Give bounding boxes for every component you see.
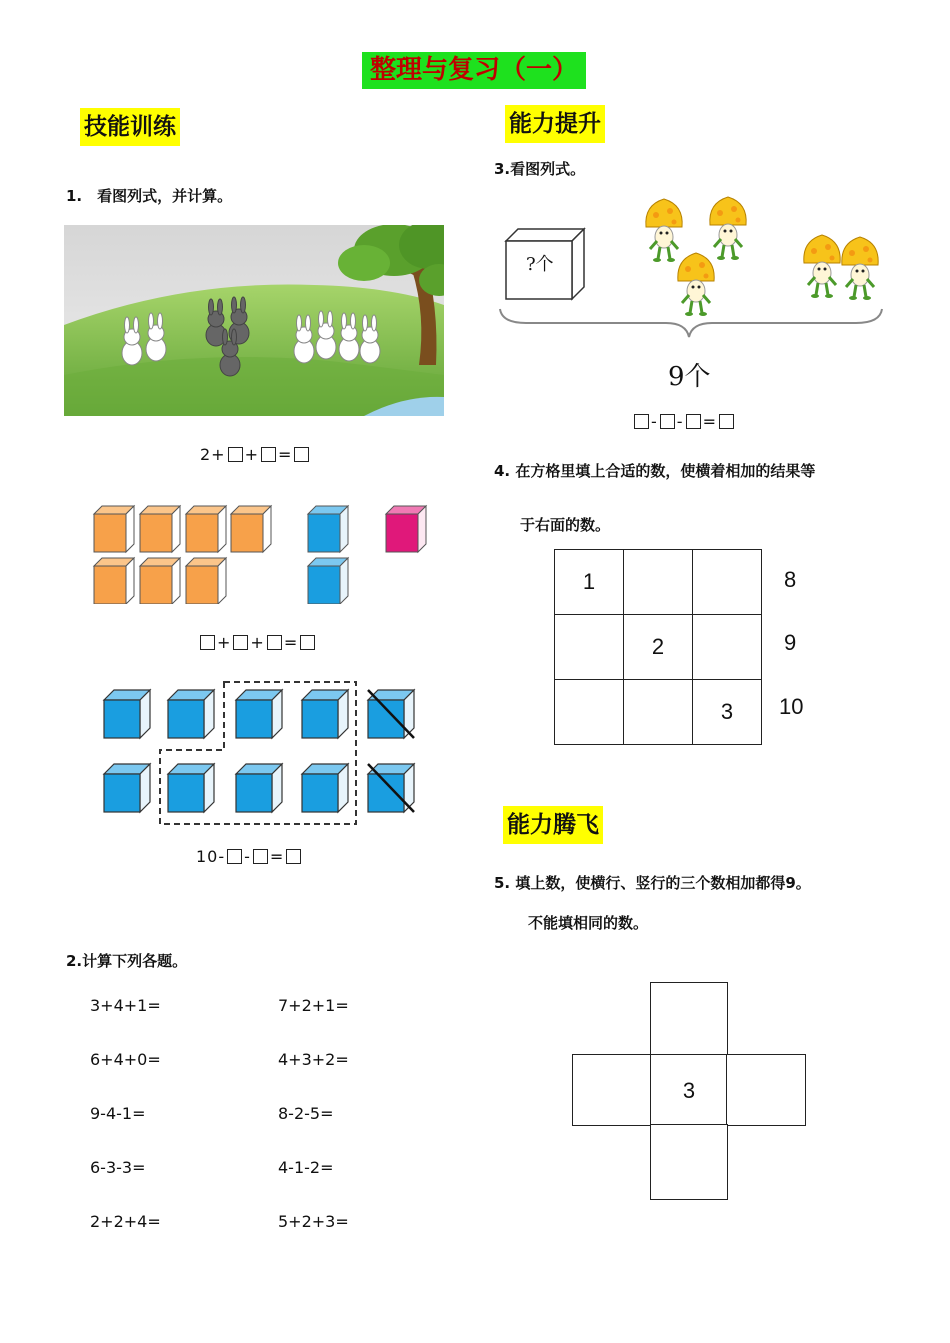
grid-cell[interactable] — [624, 680, 693, 745]
cross-cell-center[interactable]: 3 — [650, 1054, 728, 1126]
answer-box[interactable] — [227, 849, 242, 864]
eq3-prefix: 10- — [196, 847, 226, 866]
calc-item: 6-3-3= — [90, 1158, 146, 1177]
calc-item: 7+2+1= — [278, 996, 349, 1015]
grid-cell[interactable] — [624, 550, 693, 615]
q3-equation: - - = — [632, 412, 736, 431]
answer-box[interactable] — [233, 635, 248, 650]
q4-grid — [554, 549, 762, 745]
grid-cell[interactable]: 3 — [693, 680, 762, 745]
answer-box[interactable] — [294, 447, 309, 462]
section-advanced-heading: 能力腾飞 — [503, 806, 603, 844]
q4-label-line1: 4. 在方格里填上合适的数，使横着相加的结果等 — [494, 462, 816, 480]
calc-item: 3+4+1= — [90, 996, 161, 1015]
answer-box[interactable] — [267, 635, 282, 650]
cross-cell-bottom[interactable] — [650, 1124, 728, 1200]
q1-equation-3: 10- - = — [196, 847, 303, 866]
calc-item: 5+2+3= — [278, 1212, 349, 1231]
answer-box[interactable] — [300, 635, 315, 650]
q1-equation-1: 2+ + = — [200, 445, 311, 464]
cross-cell-left[interactable] — [572, 1054, 652, 1126]
answer-box[interactable] — [200, 635, 215, 650]
cross-cell-top[interactable] — [650, 982, 728, 1056]
q5-label-line2: 不能填相同的数。 — [528, 914, 649, 932]
grid-cell[interactable]: 2 — [624, 615, 693, 680]
grid-cell[interactable] — [555, 680, 624, 745]
page-title: 整理与复习（一） — [362, 52, 586, 89]
section-ability-heading: 能力提升 — [505, 105, 605, 143]
row-sum: 8 — [784, 567, 797, 592]
answer-box[interactable] — [261, 447, 276, 462]
cube-group-1-image — [90, 500, 440, 604]
cross-cell-right[interactable] — [726, 1054, 806, 1126]
box-unknown-label: ?个 — [526, 254, 554, 275]
q2-label: 2.计算下列各题。 — [66, 952, 188, 970]
calc-item: 6+4+0= — [90, 1050, 161, 1069]
grid-cell[interactable]: 1 — [555, 550, 624, 615]
answer-box[interactable] — [660, 414, 675, 429]
row-sum: 9 — [784, 630, 797, 655]
calc-item: 8-2-5= — [278, 1104, 334, 1123]
grid-cell[interactable] — [693, 615, 762, 680]
q1-label: 1. 看图列式，并计算。 — [66, 187, 233, 205]
calc-item: 2+2+4= — [90, 1212, 161, 1231]
answer-box[interactable] — [634, 414, 649, 429]
row-sum: 10 — [779, 694, 804, 719]
cube-group-2-image — [98, 678, 428, 828]
total-label: 9个 — [668, 362, 711, 392]
answer-box[interactable] — [719, 414, 734, 429]
rabbit-scene-image — [64, 225, 444, 416]
eq1-prefix: 2+ — [200, 445, 226, 464]
answer-box[interactable] — [253, 849, 268, 864]
answer-box[interactable] — [686, 414, 701, 429]
section-skills-heading: 技能训练 — [80, 108, 180, 146]
q4-label-line2: 于右面的数。 — [520, 516, 611, 534]
answer-box[interactable] — [228, 447, 243, 462]
calc-item: 4-1-2= — [278, 1158, 334, 1177]
grid-cell[interactable] — [555, 615, 624, 680]
q5-label-line1: 5. 填上数，使横行、竖行的三个数相加都得9。 — [494, 874, 811, 892]
calc-item: 4+3+2= — [278, 1050, 349, 1069]
calc-item: 9-4-1= — [90, 1104, 146, 1123]
q3-label: 3.看图列式。 — [494, 160, 586, 178]
q1-equation-2: + + = — [198, 633, 317, 652]
grid-cell[interactable] — [693, 550, 762, 615]
answer-box[interactable] — [286, 849, 301, 864]
